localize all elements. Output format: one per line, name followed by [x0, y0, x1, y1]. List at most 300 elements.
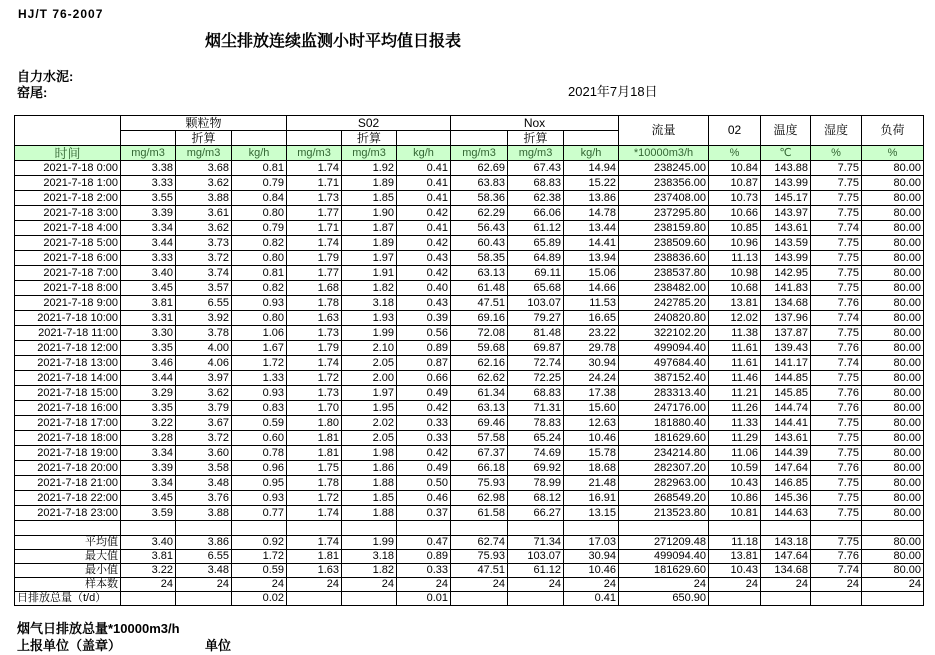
value-cell: 283313.40 [619, 386, 709, 401]
value-cell: 59.68 [451, 341, 508, 356]
value-cell: 3.79 [176, 401, 232, 416]
value-cell: 3.61 [176, 206, 232, 221]
value-cell: 11.38 [709, 326, 761, 341]
value-cell: 80.00 [862, 251, 924, 266]
value-cell: 141.17 [761, 356, 811, 371]
value-cell: 7.75 [811, 431, 862, 446]
table-row [15, 592, 924, 606]
value-cell: 242785.20 [619, 296, 709, 311]
value-cell: 7.75 [811, 491, 862, 506]
group-header-so2: S02 [287, 116, 451, 131]
row-label: 2021-7-18 16:00 [15, 401, 121, 416]
value-cell: 1.93 [342, 311, 397, 326]
value-cell: 3.73 [176, 236, 232, 251]
value-cell: 1.73 [287, 386, 342, 401]
value-cell: 3.74 [176, 266, 232, 281]
value-cell: 80.00 [862, 371, 924, 386]
value-cell: 3.18 [342, 296, 397, 311]
report-table [14, 115, 924, 606]
value-cell: 3.88 [176, 191, 232, 206]
value-cell: 1.72 [287, 371, 342, 386]
table-row [15, 521, 924, 536]
value-cell: 1.06 [232, 326, 287, 341]
row-label: 2021-7-18 7:00 [15, 266, 121, 281]
value-cell: 0.42 [397, 446, 451, 461]
value-cell: 3.78 [176, 326, 232, 341]
value-cell: 67.43 [508, 161, 564, 176]
table-row [15, 536, 924, 550]
row-label: 2021-7-18 2:00 [15, 191, 121, 206]
value-cell: 80.00 [862, 296, 924, 311]
value-cell: 146.85 [761, 476, 811, 491]
value-cell: 144.41 [761, 416, 811, 431]
value-cell: 3.35 [121, 401, 176, 416]
value-cell: 0.81 [232, 266, 287, 281]
value-cell: 1.97 [342, 386, 397, 401]
value-cell: 4.06 [176, 356, 232, 371]
value-cell: 238482.00 [619, 281, 709, 296]
table-row [15, 266, 924, 281]
value-cell: 3.48 [176, 564, 232, 578]
value-cell: 1.82 [342, 564, 397, 578]
value-cell: 13.81 [709, 550, 761, 564]
value-cell: 62.16 [451, 356, 508, 371]
value-cell: 1.77 [287, 266, 342, 281]
value-cell: 145.36 [761, 491, 811, 506]
value-cell: 1.88 [342, 506, 397, 521]
units-header-row [15, 146, 924, 161]
value-cell: 139.43 [761, 341, 811, 356]
value-cell: 75.93 [451, 550, 508, 564]
value-cell: 134.68 [761, 296, 811, 311]
value-cell: 7.76 [811, 386, 862, 401]
row-label: 2021-7-18 4:00 [15, 221, 121, 236]
value-cell: 7.75 [811, 371, 862, 386]
value-cell: 3.58 [176, 461, 232, 476]
value-cell: 2.02 [342, 416, 397, 431]
value-cell: 29.78 [564, 341, 619, 356]
value-cell: 282963.00 [619, 476, 709, 491]
value-cell: 80.00 [862, 191, 924, 206]
value-cell: 10.98 [709, 266, 761, 281]
row-label: 2021-7-18 18:00 [15, 431, 121, 446]
value-cell: 7.76 [811, 401, 862, 416]
unit-cell: % [811, 146, 862, 161]
value-cell: 3.22 [121, 416, 176, 431]
row-label: 2021-7-18 23:00 [15, 506, 121, 521]
row-label: 样本数 [15, 578, 121, 592]
value-cell: 1.67 [232, 341, 287, 356]
value-cell: 143.18 [761, 536, 811, 550]
value-cell: 1.68 [287, 281, 342, 296]
value-cell: 80.00 [862, 356, 924, 371]
value-cell: 0.82 [232, 236, 287, 251]
value-cell [451, 521, 508, 536]
value-cell: 24 [287, 578, 342, 592]
value-cell: 68.83 [508, 386, 564, 401]
value-cell: 7.75 [811, 266, 862, 281]
value-cell: 1.92 [342, 161, 397, 176]
value-cell: 0.42 [397, 266, 451, 281]
value-cell: 72.74 [508, 356, 564, 371]
value-cell: 24 [709, 578, 761, 592]
value-cell [564, 521, 619, 536]
value-cell: 58.35 [451, 251, 508, 266]
value-cell: 15.06 [564, 266, 619, 281]
value-cell: 63.13 [451, 266, 508, 281]
group-header-row [15, 116, 924, 131]
value-cell: 24 [862, 578, 924, 592]
row-label: 日排放总量（t/d） [15, 592, 121, 606]
value-cell: 2.05 [342, 356, 397, 371]
value-cell: 7.75 [811, 176, 862, 191]
value-cell: 16.65 [564, 311, 619, 326]
value-cell: 24 [811, 578, 862, 592]
value-cell: 10.46 [564, 431, 619, 446]
value-cell: 78.99 [508, 476, 564, 491]
value-cell: 271209.48 [619, 536, 709, 550]
value-cell: 0.46 [397, 491, 451, 506]
value-cell: 11.26 [709, 401, 761, 416]
value-cell: 0.59 [232, 564, 287, 578]
unit-cell: mg/m3 [121, 146, 176, 161]
value-cell: 1.74 [287, 161, 342, 176]
value-cell: 80.00 [862, 176, 924, 191]
company-label: 自力水泥: [17, 69, 74, 84]
value-cell: 7.74 [811, 356, 862, 371]
value-cell: 3.28 [121, 431, 176, 446]
value-cell: 10.43 [709, 564, 761, 578]
value-cell: 1.82 [342, 281, 397, 296]
converted-label: 折算 [508, 131, 564, 146]
time-header: 时间 [15, 146, 121, 161]
value-cell [342, 521, 397, 536]
value-cell: 10.86 [709, 491, 761, 506]
value-cell [862, 592, 924, 606]
value-cell: 1.72 [232, 356, 287, 371]
value-cell: 62.98 [451, 491, 508, 506]
value-cell: 3.34 [121, 476, 176, 491]
value-cell: 10.81 [709, 506, 761, 521]
value-cell: 12.63 [564, 416, 619, 431]
value-cell: 0.41 [564, 592, 619, 606]
row-label: 2021-7-18 5:00 [15, 236, 121, 251]
header-flow: 流量 [619, 116, 709, 146]
value-cell: 7.75 [811, 476, 862, 491]
value-cell: 247176.00 [619, 401, 709, 416]
value-cell: 497684.40 [619, 356, 709, 371]
value-cell: 238537.80 [619, 266, 709, 281]
value-cell: 11.13 [709, 251, 761, 266]
value-cell: 238159.80 [619, 221, 709, 236]
value-cell [811, 592, 862, 606]
value-cell: 10.68 [709, 281, 761, 296]
value-cell: 1.91 [342, 266, 397, 281]
value-cell: 11.18 [709, 536, 761, 550]
value-cell: 15.60 [564, 401, 619, 416]
value-cell: 3.33 [121, 176, 176, 191]
value-cell: 0.43 [397, 251, 451, 266]
value-cell: 7.76 [811, 550, 862, 564]
header-temperature: 温度 [761, 116, 811, 146]
value-cell: 7.75 [811, 326, 862, 341]
value-cell: 0.33 [397, 564, 451, 578]
row-label: 最大值 [15, 550, 121, 564]
value-cell: 3.48 [176, 476, 232, 491]
value-cell: 65.68 [508, 281, 564, 296]
value-cell: 56.43 [451, 221, 508, 236]
value-cell: 499094.40 [619, 341, 709, 356]
value-cell: 0.79 [232, 176, 287, 191]
value-cell: 2.10 [342, 341, 397, 356]
value-cell: 10.66 [709, 206, 761, 221]
value-cell: 7.75 [811, 506, 862, 521]
value-cell: 387152.40 [619, 371, 709, 386]
table-row [15, 251, 924, 266]
value-cell [451, 592, 508, 606]
value-cell: 80.00 [862, 401, 924, 416]
value-cell: 47.51 [451, 296, 508, 311]
value-cell: 69.11 [508, 266, 564, 281]
unit-label: 单位 [205, 638, 232, 653]
value-cell: 0.95 [232, 476, 287, 491]
value-cell: 7.75 [811, 161, 862, 176]
value-cell: 80.00 [862, 236, 924, 251]
value-cell: 181629.60 [619, 431, 709, 446]
value-cell: 213523.80 [619, 506, 709, 521]
value-cell: 240820.80 [619, 311, 709, 326]
value-cell: 17.38 [564, 386, 619, 401]
unit-cell: % [862, 146, 924, 161]
unit-cell: % [709, 146, 761, 161]
value-cell: 0.60 [232, 431, 287, 446]
spacer-cell [232, 131, 287, 146]
value-cell: 143.61 [761, 431, 811, 446]
value-cell: 181880.40 [619, 416, 709, 431]
value-cell: 1.63 [287, 564, 342, 578]
value-cell: 3.57 [176, 281, 232, 296]
table-row [15, 341, 924, 356]
value-cell: 1.72 [287, 491, 342, 506]
group-header-nox: Nox [451, 116, 619, 131]
value-cell: 237295.80 [619, 206, 709, 221]
value-cell: 137.96 [761, 311, 811, 326]
row-label: 2021-7-18 6:00 [15, 251, 121, 266]
value-cell: 145.85 [761, 386, 811, 401]
value-cell: 57.58 [451, 431, 508, 446]
value-cell: 80.00 [862, 161, 924, 176]
value-cell: 6.55 [176, 296, 232, 311]
value-cell: 24 [508, 578, 564, 592]
value-cell: 10.87 [709, 176, 761, 191]
value-cell [709, 521, 761, 536]
row-label: 2021-7-18 1:00 [15, 176, 121, 191]
value-cell: 7.74 [811, 311, 862, 326]
value-cell: 1.85 [342, 191, 397, 206]
group-header-particulate: 颗粒物 [121, 116, 287, 131]
unit-cell: mg/m3 [176, 146, 232, 161]
table-row [15, 401, 924, 416]
value-cell: 24 [176, 578, 232, 592]
value-cell: 0.66 [397, 371, 451, 386]
value-cell: 0.49 [397, 461, 451, 476]
value-cell: 0.41 [397, 191, 451, 206]
value-cell: 80.00 [862, 476, 924, 491]
value-cell: 0.80 [232, 206, 287, 221]
value-cell: 62.62 [451, 371, 508, 386]
value-cell: 61.12 [508, 564, 564, 578]
row-label: 2021-7-18 12:00 [15, 341, 121, 356]
table-row [15, 476, 924, 491]
value-cell: 1.81 [287, 431, 342, 446]
value-cell: 3.29 [121, 386, 176, 401]
value-cell: 62.38 [508, 191, 564, 206]
value-cell: 3.40 [121, 536, 176, 550]
value-cell: 0.92 [232, 536, 287, 550]
table-row [15, 311, 924, 326]
table-row [15, 326, 924, 341]
value-cell: 62.29 [451, 206, 508, 221]
value-cell: 11.29 [709, 431, 761, 446]
value-cell: 69.92 [508, 461, 564, 476]
value-cell [121, 592, 176, 606]
value-cell: 10.59 [709, 461, 761, 476]
value-cell: 3.31 [121, 311, 176, 326]
value-cell: 0.93 [232, 296, 287, 311]
value-cell: 61.12 [508, 221, 564, 236]
value-cell: 0.41 [397, 176, 451, 191]
value-cell: 2.00 [342, 371, 397, 386]
value-cell: 6.55 [176, 550, 232, 564]
value-cell: 1.74 [287, 236, 342, 251]
value-cell: 4.00 [176, 341, 232, 356]
value-cell: 63.83 [451, 176, 508, 191]
value-cell: 1.81 [287, 550, 342, 564]
value-cell: 3.18 [342, 550, 397, 564]
value-cell: 144.85 [761, 371, 811, 386]
unit-cell: ℃ [761, 146, 811, 161]
value-cell: 3.68 [176, 161, 232, 176]
value-cell: 3.45 [121, 281, 176, 296]
value-cell: 69.87 [508, 341, 564, 356]
value-cell: 17.03 [564, 536, 619, 550]
value-cell: 3.88 [176, 506, 232, 521]
value-cell: 3.44 [121, 371, 176, 386]
table-body [15, 161, 924, 606]
value-cell: 1.97 [342, 251, 397, 266]
table-row [15, 296, 924, 311]
value-cell: 24 [121, 578, 176, 592]
value-cell: 11.61 [709, 356, 761, 371]
value-cell: 7.75 [811, 281, 862, 296]
value-cell: 80.00 [862, 266, 924, 281]
value-cell: 7.76 [811, 341, 862, 356]
value-cell: 1.71 [287, 176, 342, 191]
value-cell: 72.25 [508, 371, 564, 386]
value-cell: 24 [451, 578, 508, 592]
value-cell: 1.90 [342, 206, 397, 221]
value-cell: 1.98 [342, 446, 397, 461]
value-cell: 1.89 [342, 236, 397, 251]
header-humidity: 湿度 [811, 116, 862, 146]
table-row [15, 356, 924, 371]
table-row [15, 191, 924, 206]
value-cell: 134.68 [761, 564, 811, 578]
value-cell: 3.86 [176, 536, 232, 550]
value-cell: 75.93 [451, 476, 508, 491]
value-cell [508, 592, 564, 606]
value-cell [508, 521, 564, 536]
value-cell: 81.48 [508, 326, 564, 341]
value-cell: 12.02 [709, 311, 761, 326]
value-cell: 7.75 [811, 251, 862, 266]
value-cell: 13.94 [564, 251, 619, 266]
value-cell: 0.96 [232, 461, 287, 476]
value-cell: 3.44 [121, 236, 176, 251]
row-label: 平均值 [15, 536, 121, 550]
unit-cell: kg/h [564, 146, 619, 161]
report-date: 2021年7月18日 [568, 84, 658, 99]
value-cell: 7.76 [811, 296, 862, 311]
value-cell: 80.00 [862, 281, 924, 296]
value-cell: 1.74 [287, 506, 342, 521]
value-cell: 7.75 [811, 446, 862, 461]
value-cell: 80.00 [862, 341, 924, 356]
value-cell: 147.64 [761, 550, 811, 564]
value-cell: 15.78 [564, 446, 619, 461]
value-cell: 2.05 [342, 431, 397, 446]
value-cell: 10.85 [709, 221, 761, 236]
value-cell: 0.89 [397, 341, 451, 356]
row-label: 2021-7-18 17:00 [15, 416, 121, 431]
value-cell: 0.89 [397, 550, 451, 564]
value-cell [287, 521, 342, 536]
value-cell: 3.76 [176, 491, 232, 506]
value-cell: 1.72 [232, 550, 287, 564]
value-cell [176, 521, 232, 536]
row-label: 2021-7-18 11:00 [15, 326, 121, 341]
value-cell: 650.90 [619, 592, 709, 606]
value-cell: 24 [564, 578, 619, 592]
value-cell [709, 592, 761, 606]
value-cell [232, 521, 287, 536]
value-cell: 103.07 [508, 296, 564, 311]
value-cell: 63.13 [451, 401, 508, 416]
value-cell: 11.21 [709, 386, 761, 401]
value-cell: 24 [232, 578, 287, 592]
table-row [15, 506, 924, 521]
value-cell [342, 592, 397, 606]
value-cell [176, 592, 232, 606]
value-cell: 80.00 [862, 491, 924, 506]
table-row [15, 161, 924, 176]
value-cell: 322102.20 [619, 326, 709, 341]
value-cell: 66.18 [451, 461, 508, 476]
value-cell: 103.07 [508, 550, 564, 564]
value-cell: 16.91 [564, 491, 619, 506]
value-cell: 144.74 [761, 401, 811, 416]
value-cell: 147.64 [761, 461, 811, 476]
value-cell: 0.80 [232, 311, 287, 326]
value-cell: 0.43 [397, 296, 451, 311]
value-cell: 80.00 [862, 564, 924, 578]
value-cell [761, 521, 811, 536]
value-cell: 0.41 [397, 221, 451, 236]
value-cell: 10.46 [564, 564, 619, 578]
unit-cell: mg/m3 [287, 146, 342, 161]
value-cell: 3.62 [176, 386, 232, 401]
table-row [15, 176, 924, 191]
